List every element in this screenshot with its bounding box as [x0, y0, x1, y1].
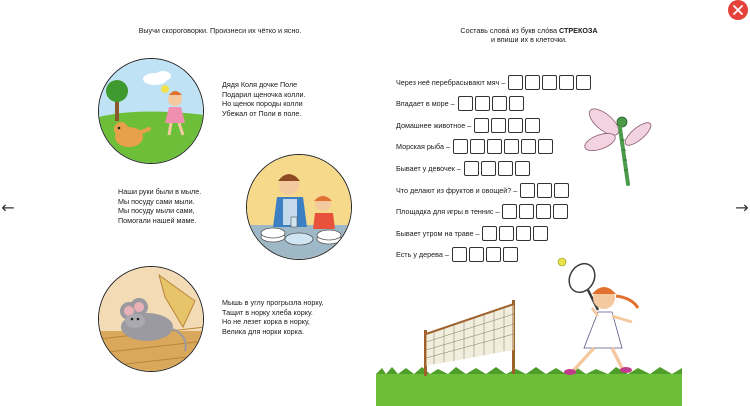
answer-cell[interactable] — [453, 139, 468, 154]
puzzle-row — [396, 160, 532, 176]
puzzle-clue: Есть у дерева – — [396, 250, 449, 260]
puzzle-row — [396, 74, 593, 90]
answer-cells — [453, 139, 555, 154]
tongue-twister-2 — [118, 187, 201, 225]
puzzle-clue: Домашнее животное – — [396, 120, 472, 130]
verse-line: Подарил щеночка колли. — [222, 89, 306, 99]
answer-cell[interactable] — [554, 183, 569, 198]
puzzle-clue: Бывает у девочек – — [396, 163, 461, 173]
close-icon — [732, 4, 744, 16]
verse-line: Тащит в норку хлеба корку. — [222, 307, 313, 317]
tongue-twister-1 — [222, 80, 306, 118]
verse-line: Мы посуду сами мыли. — [118, 196, 195, 206]
answer-cells — [458, 96, 526, 111]
answer-cell[interactable] — [491, 118, 506, 133]
answer-cell[interactable] — [525, 75, 540, 90]
answer-cell[interactable] — [475, 96, 490, 111]
right-page-heading — [376, 26, 682, 44]
verse-line: Убежал от Поли в поле. — [222, 108, 302, 118]
next-page-arrow-icon[interactable]: → — [735, 198, 749, 217]
answer-cell[interactable] — [542, 75, 557, 90]
answer-cell[interactable] — [519, 204, 534, 219]
puzzle-clue: Что делают из фруктов и овощей? – — [396, 185, 518, 195]
previous-page-arrow-icon[interactable]: ← — [1, 198, 15, 217]
tongue-twister-3 — [222, 298, 323, 336]
answer-cell[interactable] — [458, 96, 473, 111]
answer-cell[interactable] — [538, 139, 553, 154]
girl-and-puppy-image — [99, 59, 204, 164]
left-page — [70, 14, 370, 406]
answer-cells — [502, 204, 570, 219]
answer-cell[interactable] — [498, 161, 513, 176]
answer-cells — [520, 183, 571, 198]
answer-cell[interactable] — [525, 118, 540, 133]
verse-line: Помогали нашей маме. — [118, 215, 197, 225]
answer-cell[interactable] — [537, 183, 552, 198]
close-button[interactable] — [728, 0, 748, 20]
right-page — [376, 14, 682, 406]
answer-cell[interactable] — [553, 204, 568, 219]
heading-text: Составь слова́ из букв сло́ва — [460, 26, 559, 35]
answer-cells — [474, 118, 542, 133]
answer-cell[interactable] — [521, 139, 536, 154]
answer-cell[interactable] — [481, 161, 496, 176]
washing-dishes-image — [247, 155, 352, 260]
meadow-illustration — [98, 58, 204, 164]
puzzle-row — [396, 139, 555, 155]
answer-cell[interactable] — [559, 75, 574, 90]
verse-line: Наши руки были в мыле. — [118, 187, 202, 196]
answer-cell[interactable] — [515, 161, 530, 176]
dragonfly-image — [582, 100, 652, 190]
puzzle-row — [396, 182, 571, 198]
answer-cell[interactable] — [508, 75, 523, 90]
mouse-and-bread-image — [99, 267, 204, 372]
verse-line: Мышь в углу прогрызла норку, — [222, 298, 324, 307]
answer-cells — [508, 75, 593, 90]
puzzle-clue: Через неё перебрасывают мяч – — [396, 77, 506, 87]
heading-text-continued: и впиши их в клеточки. — [490, 35, 568, 44]
answer-cell[interactable] — [492, 96, 507, 111]
answer-cell[interactable] — [536, 204, 551, 219]
answer-cell[interactable] — [464, 161, 479, 176]
verse-line: Дядя Коля дочке Поле — [222, 80, 298, 89]
answer-cell[interactable] — [576, 75, 591, 90]
verse-line: Велика для норки корка. — [222, 326, 304, 336]
verse-line: Но щенок породы колли — [222, 99, 303, 109]
puzzle-row — [396, 96, 526, 112]
verse-line: Но не лезет корка в норку, — [222, 317, 310, 327]
answer-cell[interactable] — [474, 118, 489, 133]
puzzle-clue: Впадает в море – — [396, 99, 455, 109]
source-word: СТРЕКОЗА — [558, 26, 598, 35]
verse-line: Мы посуду мыли сами, — [118, 206, 195, 216]
tennis-scene-image — [376, 238, 682, 406]
kitchen-illustration — [246, 154, 352, 260]
puzzle-row — [396, 117, 542, 133]
answer-cell[interactable] — [502, 204, 517, 219]
answer-cell[interactable] — [487, 139, 502, 154]
answer-cell[interactable] — [504, 139, 519, 154]
mouse-illustration — [98, 266, 204, 372]
answer-cells — [464, 161, 532, 176]
left-page-heading: Выучи скороговорки. Произнеси их чётко и ясно. — [138, 26, 302, 35]
answer-cell[interactable] — [508, 118, 523, 133]
answer-cell[interactable] — [509, 96, 524, 111]
puzzle-clue: Бывает утром на траве – — [396, 228, 480, 238]
puzzle-clue: Площадка для игры в теннис – — [396, 207, 500, 217]
answer-cell[interactable] — [470, 139, 485, 154]
puzzle-clue: Морская рыба – — [396, 142, 450, 152]
answer-cell[interactable] — [520, 183, 535, 198]
puzzle-row — [396, 204, 570, 220]
